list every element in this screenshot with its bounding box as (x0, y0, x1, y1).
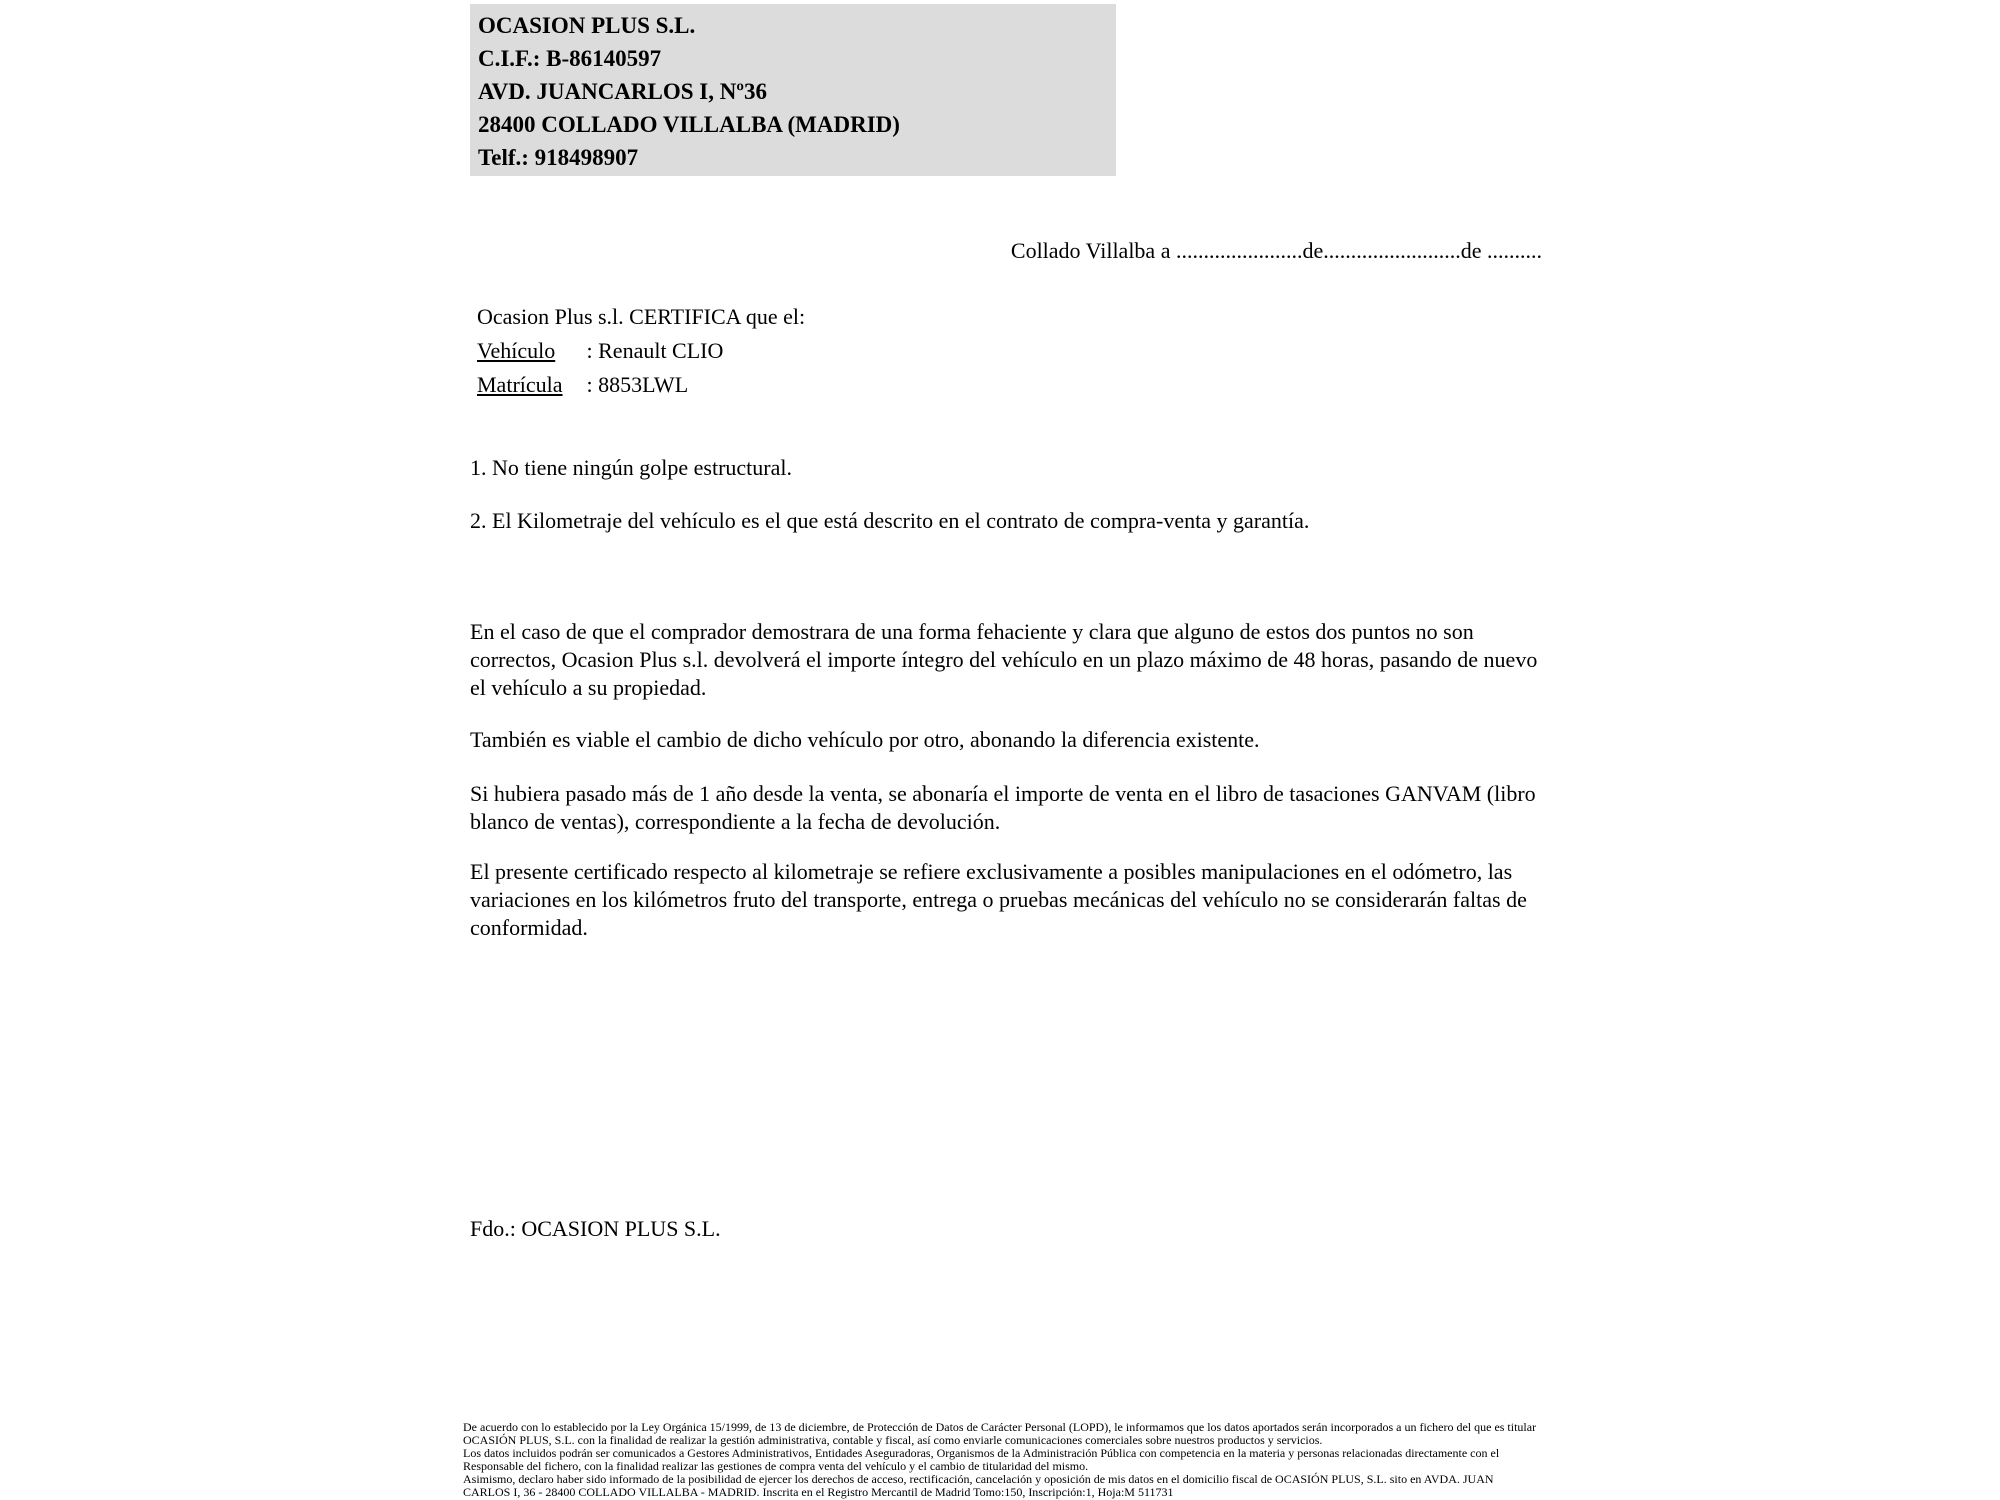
plate-label-wrap (477, 368, 581, 402)
company-address: AVD. JUANCARLOS I, Nº36 (478, 79, 767, 104)
legal-line: Los datos incluidos podrán ser comunicados a Gestores Administrativos, Entidades Aseguradoras, Organismos de la Administración Pública con competencia en la materia y personas relacionadas directamente con el (463, 1446, 1500, 1460)
odometer-paragraph: El presente certificado respecto al kilometraje se refiere exclusivamente a posibles manipulaciones en el odómetro, las variaciones en los kilómetros fruto del transporte, entrega o pruebas mecánicas del vehículo no se considerarán faltas de conformidad. (470, 859, 1527, 940)
vehicle-label-wrap (477, 334, 581, 368)
vehicle-separator: : (586, 338, 593, 363)
vehicle-value: Renault CLIO (598, 338, 724, 363)
company-name: OCASION PLUS S.L. (478, 13, 696, 38)
company-cif: C.I.F.: B-86140597 (478, 46, 662, 71)
legal-footer (463, 1421, 1583, 1499)
company-header-box (470, 4, 1116, 176)
legal-line: Responsable del fichero, con la finalidad realizar las gestiones de compra venta del vehículo y el cambio de titularidad del mismo. (463, 1459, 1089, 1473)
company-phone: Telf.: 918498907 (478, 145, 639, 170)
date-line: Collado Villalba a .......................de.........................de .......... (1010, 238, 1542, 263)
plate-label: Matrícula (477, 372, 563, 397)
certification-intro: Ocasion Plus s.l. CERTIFICA que el: (477, 304, 806, 329)
certification-block (477, 300, 805, 402)
signature-line: Fdo.: OCASION PLUS S.L. (470, 1216, 721, 1241)
plate-separator: : (586, 372, 593, 397)
legal-line: CARLOS I, 36 - 28400 COLLADO VILLALBA - MADRID. Inscrita en el Registro Mercantil de Madrid Tomo:150, Inscripción:1, Hoja:M 511731 (463, 1485, 1174, 1499)
exchange-paragraph: También es viable el cambio de dicho vehículo por otro, abonando la diferencia existente. (470, 727, 1260, 752)
refund-paragraph: En el caso de que el comprador demostrara de una forma fehaciente y clara que alguno de estos dos puntos no son correctos, Ocasion Plus s.l. devolverá el importe íntegro del vehículo en un plazo máximo de 48 horas, pasando de nuevo el vehículo a su propiedad. (470, 619, 1538, 700)
legal-line: Asimismo, declaro haber sido informado de la posibilidad de ejercer los derechos de acceso, rectificación, cancelación y oposición de mis datos en el domicilio fiscal de OCASIÓN PLUS, S.L. sito en AVDA. JUAN (463, 1472, 1494, 1486)
legal-line: De acuerdo con lo establecido por la Ley Orgánica 15/1999, de 13 de diciembre, de Protección de Datos de Carácter Personal (LOPD), le informamos que los datos aportados serán incorporados a un fichero del que es titular (463, 1420, 1537, 1434)
legal-line: OCASIÓN PLUS, S.L. con la finalidad de realizar la gestión administrativa, contable y fiscal, así como enviarle comunicaciones comerciales sobre nuestros productos y servicios. (463, 1433, 1323, 1447)
company-city: 28400 COLLADO VILLALBA (MADRID) (478, 112, 900, 137)
condition-point-1: 1. No tiene ningún golpe estructural. (470, 455, 792, 480)
vehicle-field (477, 334, 805, 368)
plate-field (477, 368, 805, 402)
vehicle-label: Vehículo (477, 338, 556, 363)
ganvam-paragraph: Si hubiera pasado más de 1 año desde la venta, se abonaría el importe de venta en el libro de tasaciones GANVAM (libro blanco de ventas), correspondiente a la fecha de devolución. (470, 781, 1536, 834)
condition-point-2: 2. El Kilometraje del vehículo es el que está descrito en el contrato de compra-venta y garantía. (470, 508, 1310, 533)
plate-value: 8853LWL (598, 372, 689, 397)
